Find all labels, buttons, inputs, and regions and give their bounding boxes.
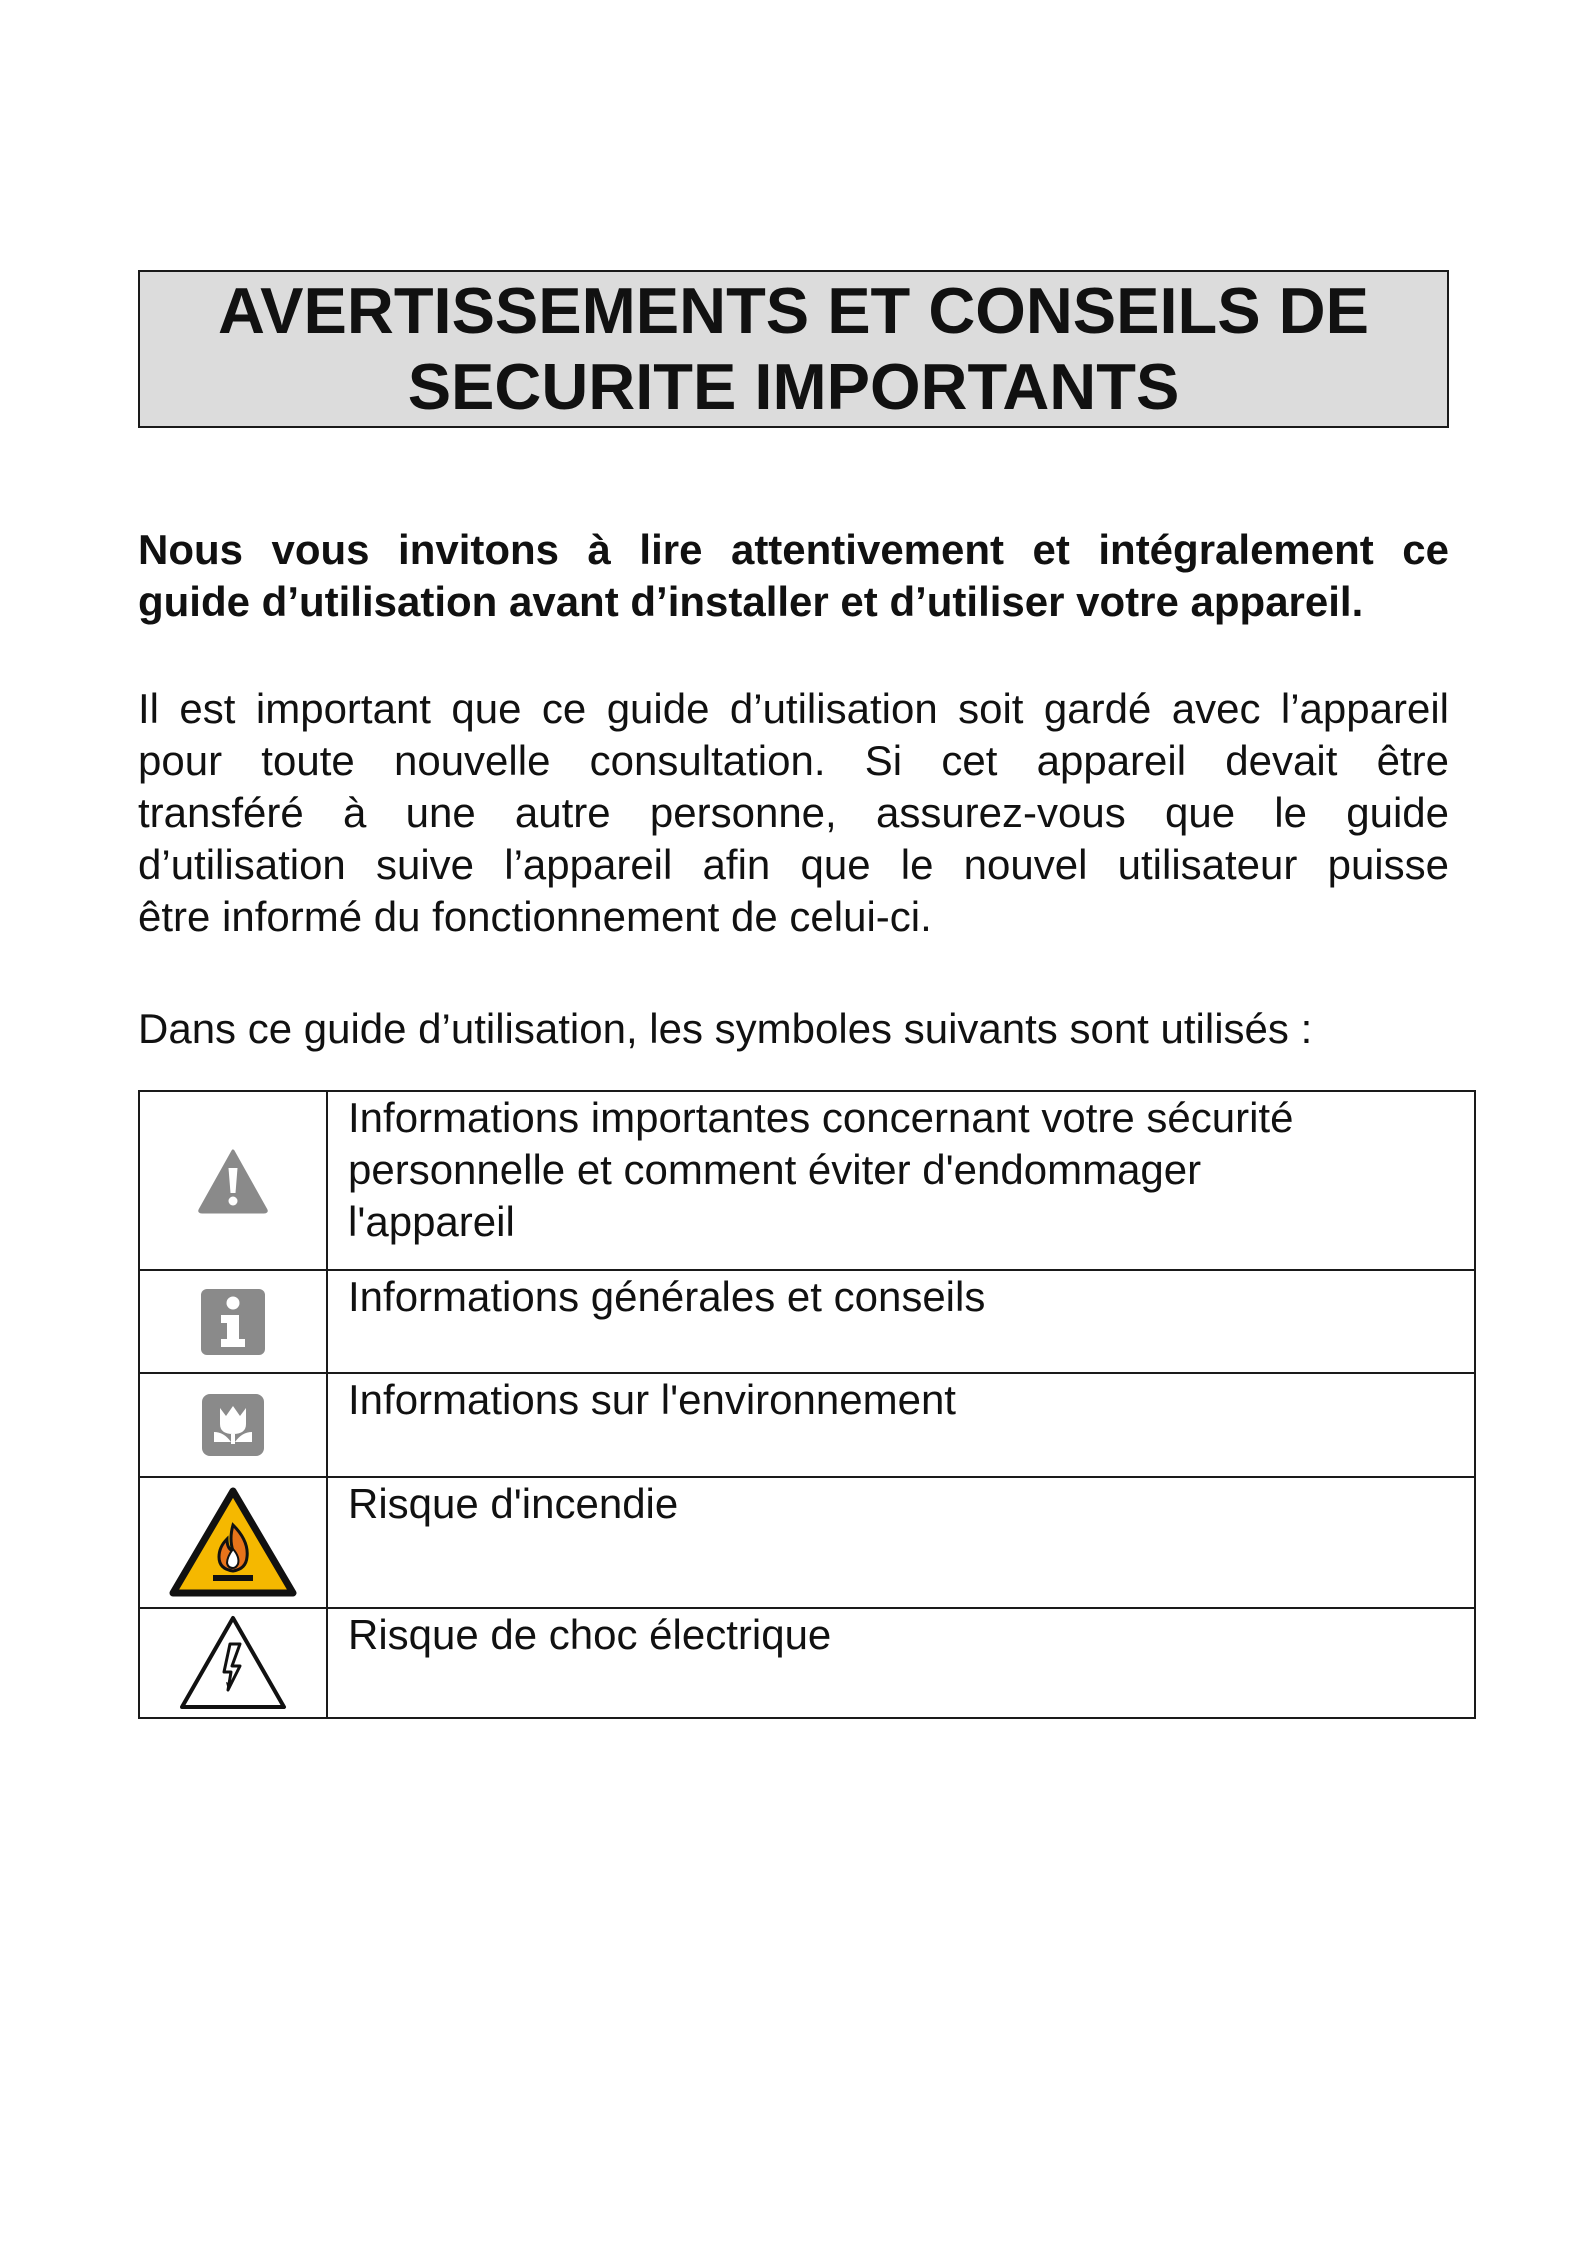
symbol-description (327, 1477, 1475, 1608)
intro-line-2: guide d’utilisation avant d’installer et d’utiliser votre appareil. (138, 578, 1364, 625)
paragraph-line-3: transféré à une autre personne, assurez-vous que le guide (138, 789, 1449, 836)
warning-triangle-icon (197, 1148, 269, 1214)
fire-hazard-icon (169, 1487, 297, 1599)
symbol-text-line: Informations importantes concernant votre sécurité (348, 1094, 1294, 1141)
keep-guide-paragraph (138, 683, 1449, 943)
paragraph-line-2: pour toute nouvelle consultation. Si cet appareil devait être (138, 737, 1449, 784)
symbol-icon-cell (139, 1373, 327, 1477)
symbol-text-line: Risque d'incendie (348, 1480, 679, 1527)
symbol-row-info (139, 1270, 1475, 1373)
symbol-row-fire (139, 1477, 1475, 1608)
environment-icon (200, 1392, 266, 1458)
electric-shock-icon (178, 1614, 288, 1712)
symbol-text-line: personnelle et comment éviter d'endommager (348, 1146, 1202, 1193)
paragraph-line-5: être informé du fonctionnement de celui-ci. (138, 893, 932, 940)
symbols-table (138, 1090, 1476, 1719)
symbol-icon-cell (139, 1477, 327, 1608)
symbol-description (327, 1608, 1475, 1718)
paragraph-line-4: d’utilisation suive l’appareil afin que le nouvel utilisateur puisse (138, 841, 1449, 888)
intro-line-1: Nous vous invitons à lire attentivement et intégralement ce (138, 526, 1449, 573)
symbol-row-environment (139, 1373, 1475, 1477)
symbol-text-line: Informations sur l'environnement (348, 1376, 956, 1423)
intro-paragraph (138, 524, 1449, 628)
symbol-text-line: Risque de choc électrique (348, 1611, 832, 1658)
symbol-description (327, 1373, 1475, 1477)
page-title-line-2: SECURITE IMPORTANTS (407, 350, 1180, 423)
page-title-line-1: AVERTISSEMENTS ET CONSEILS DE (218, 274, 1369, 347)
symbol-description (327, 1270, 1475, 1373)
symbol-description (327, 1091, 1475, 1270)
symbol-icon-cell (139, 1091, 327, 1270)
symbol-row-warning (139, 1091, 1475, 1270)
symbol-icon-cell (139, 1608, 327, 1718)
page-title-box (138, 270, 1449, 428)
symbol-text-line: Informations générales et conseils (348, 1273, 986, 1320)
paragraph-line-1: Il est important que ce guide d’utilisation soit gardé avec l’appareil (138, 685, 1449, 732)
symbol-row-electric (139, 1608, 1475, 1718)
symbol-icon-cell (139, 1270, 327, 1373)
symbols-intro-text: Dans ce guide d’utilisation, les symboles suivants sont utilisés : (138, 1005, 1313, 1052)
info-icon (199, 1287, 267, 1357)
symbol-text-line: l'appareil (348, 1198, 515, 1245)
